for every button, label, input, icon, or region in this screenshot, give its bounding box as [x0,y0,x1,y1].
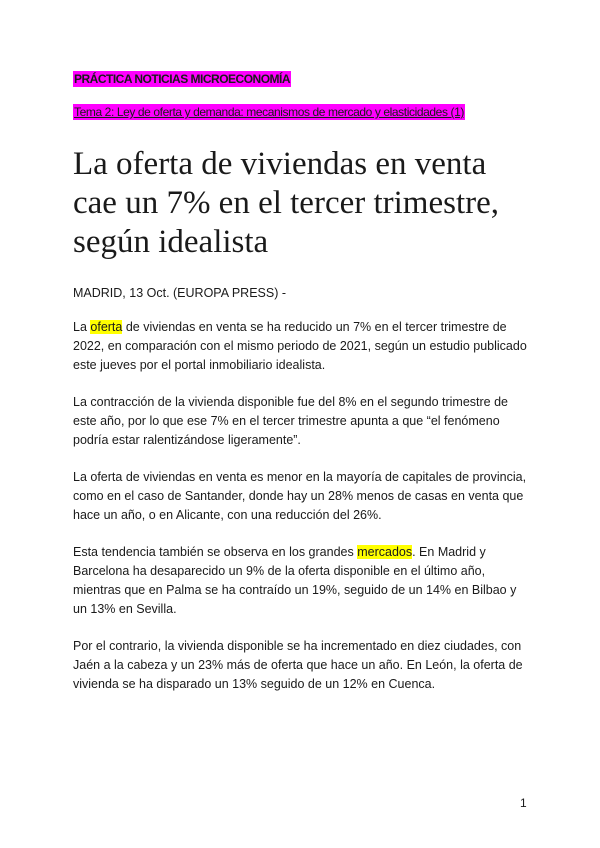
paragraph-4 [73,543,533,619]
paragraph-1-after: de viviendas en venta se ha reducido un 7% en el tercer trimestre de 2022, en comparación con el mismo periodo de 2021, según un estudio publicado este jueves por el portal inmobiliario idealista. [73,320,527,372]
paragraph-2: La contracción de la vivienda disponible fue del 8% en el segundo trimestre de este año, por lo que ese 7% en el tercer trimestre apunta a que “el fenómeno podría estar ralentizándose ligeramente”. [73,395,508,447]
page-number: 1 [520,796,527,810]
paragraph-3: La oferta de viviendas en venta es menor en la mayoría de capitales de provincia, como en el caso de Santander, donde hay un 28% menos de casas en venta que hace un año, o en Alicante, con una reducción del 26%. [73,470,527,522]
topic-line: Tema 2: Ley de oferta y demanda: mecanismos de mercado y elasticidades (1) [74,105,464,119]
course-title: PRÁCTICA NOTICIAS MICROECONOMÍA [74,72,291,86]
paragraph-1-before: La [73,320,91,334]
dateline: MADRID, 13 Oct. (EUROPA PRESS) - [73,286,287,300]
paragraph-4-after: . En Madrid y Barcelona ha desaparecido un 9% de la oferta disponible en el último año, mientras que en Palma se ha contraído un 19%, seguido de un 14% en Bilbao y un 13% en Sevilla. [73,545,517,616]
paragraph-1 [73,318,533,375]
paragraph-4-before: Esta tendencia también se observa en los grandes [73,545,358,559]
highlight-oferta: oferta [90,320,123,334]
paragraph-5: Por el contrario, la vivienda disponible se ha incrementado en diez ciudades, con Jaén a la cabeza y un 23% más de oferta que hace un año. En León, la oferta de vivienda se ha disparado un 13% seguido de un 12% en Cuenca. [73,639,523,691]
article-headline: La oferta de viviendas en venta cae un 7% en el tercer trimestre, según idealista [73,146,500,260]
highlight-mercados: mercados [357,545,413,559]
